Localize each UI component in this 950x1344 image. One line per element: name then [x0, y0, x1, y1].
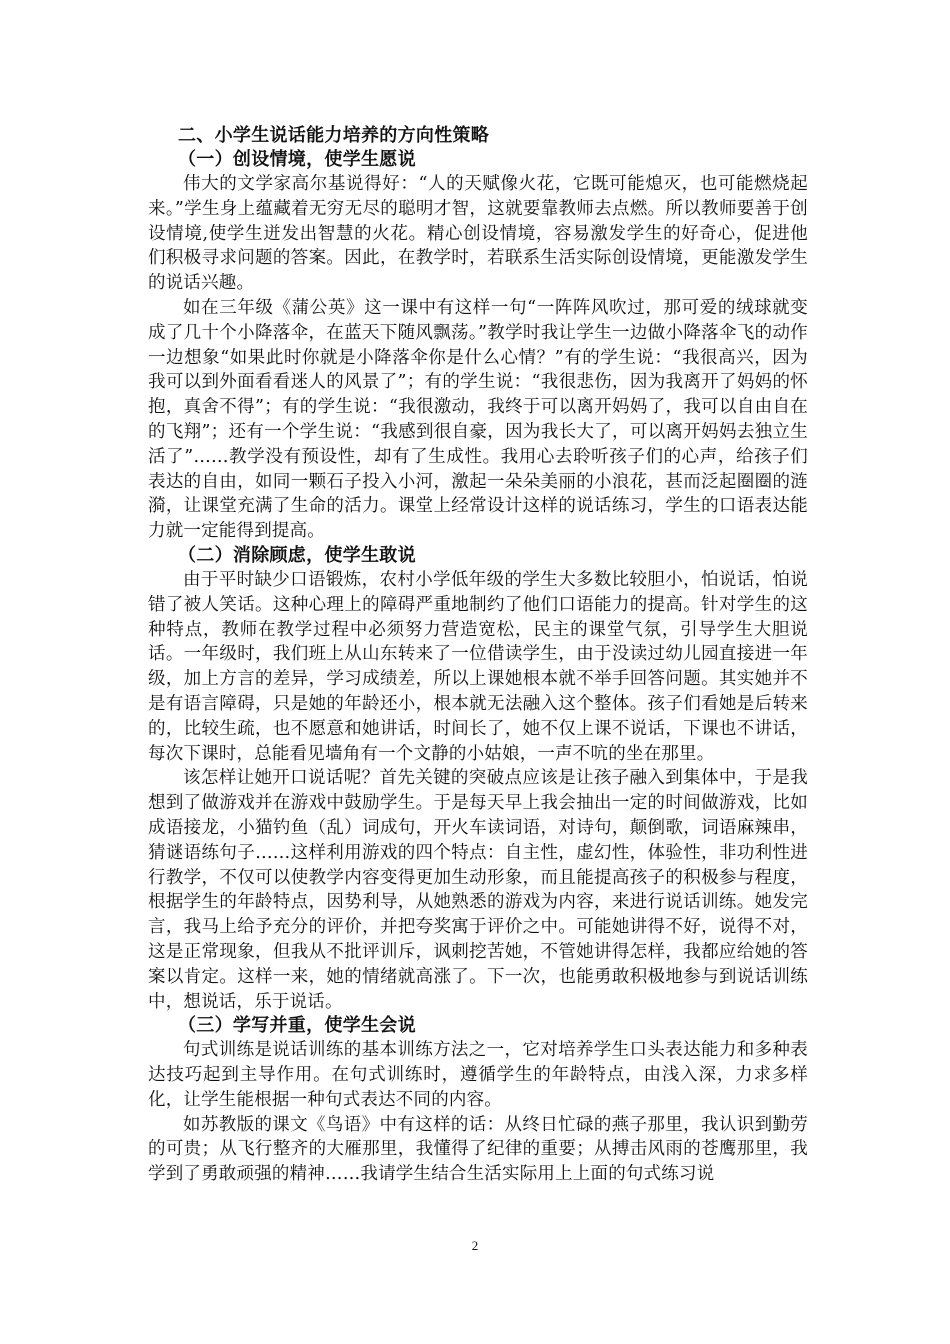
page-number: 2 [471, 1238, 479, 1253]
paragraph: 由于平时缺少口语锻炼，农村小学低年级的学生大多数比较胆小，怕说话，怕说错了被人笑话。这种心理上的障碍严重地制约了他们口语能力的提高。针对学生的这种特点，教师在教学过程中必须努力营造宽松，民主的课堂气氛，引导学生大胆说话。一年级时，我们班上从山东转来了一位借读学生，由于没读过幼儿园直接进一年级，加上方言的差异，学习成绩差，所以上课她根本就不举手回答问题。其实她并不是有语言障碍，只是她的年龄还小，根本就无法融入这个整体。孩子们看她是后转来的，比较生疏，也不愿意和她讲话，时间长了，她不仅上课不说话，下课也不讲话，每次下课时，总能看见墙角有一个文静的小姑娘，一声不吭的坐在那里。 [148, 569, 808, 764]
paragraph: 如苏教版的课文《鸟语》中有这样的话：从终日忙碌的燕子那里，我认识到勤劳的可贵；从飞行整齐的大雁那里，我懂得了纪律的重要；从搏击风雨的苍鹰那里，我学到了勇敢顽强的精神……我请学生结合生活实际用上上面的句式练习说 [148, 1114, 808, 1185]
subsection-title-3: （三）学写并重，使学生会说 [178, 1015, 416, 1037]
paragraph: 如在三年级《蒲公英》这一课中有这样一句“一阵阵风吹过，那可爱的绒球就变成了几十个小降落伞，在蓝天下随风飘荡。”教学时我让学生一边做小降落伞飞的动作一边想象“如果此时你就是小降落伞你是什么心情？”有的学生说：“我很高兴，因为我可以到外面看看迷人的风景了”；有的学生说：“我很悲伤，因为我离开了妈妈的怀抱，真舍不得”；有的学生说：“我很激动，我终于可以离开妈妈了，我可以自由自在的飞翔”；还有一个学生说：“我感到很自豪，因为我长大了，可以离开妈妈去独立生活了”……教学没有预设性，却有了生成性。我用心去聆听孩子们的心声，给孩子们表达的自由，如同一颗石子投入小河，激起一朵朵美丽的小浪花，甚而泛起圈圈的涟漪，让课堂充满了生命的活力。课堂上经常设计这样的说话练习，学生的口语表达能力就一定能得到提高。 [148, 297, 808, 542]
paragraph: 句式训练是说话训练的基本训练方法之一，它对培养学生口头表达能力和多种表达技巧起到主导作用。在句式训练时，遵循学生的年龄特点，由浅入深，力求多样化，让学生能根据一种句式表达不同的内容。 [148, 1040, 808, 1110]
subsection-title-2: （二）消除顾虑，使学生敢说 [178, 544, 416, 566]
subsection-title-1: （一）创设情境，使学生愿说 [178, 149, 416, 170]
paragraph: 该怎样让她开口说话呢？首先关键的突破点应该是让孩子融入到集体中，于是我想到了做游戏并在游戏中鼓励学生。于是每天早上我会抽出一定的时间做游戏，比如成语接龙，小猫钓鱼（乱）词成句，开火车读词语，对诗句，颠倒歌，词语麻辣串，猜谜语练句子……这样利用游戏的四个特点：自主性，虚幻性，体验性，非功利性进行教学，不仅可以使教学内容变得更加生动形象，而且能提高孩子的积极参与程度，根据学生的年龄特点，因势利导，从她熟悉的游戏为内容，来进行说话训练。她发完言，我马上给予充分的评价，并把夸奖寓于评价之中。可能她讲得不好，说得不对，这是正常现象，但我从不批评训斥，讽刺挖苦她，不管她讲得怎样，我都应给她的答案以肯定。这样一来，她的情绪就高涨了。下一次，也能勇敢积极地参与到说话训练中，想说话，乐于说话。 [148, 768, 808, 1012]
section-title: 二、小学生说话能力培养的方向性策略 [178, 125, 490, 146]
paragraph: 伟大的文学家高尔基说得好：“人的天赋像火花，它既可能熄灭，也可能燃烧起来。”学生身上蕴藏着无穷无尽的聪明才智，这就要靠教师去点燃。所以教师要善于创设情境,使学生迸发出智慧的火花。精心创设情境，容易激发学生的好奇心，促进他们积极寻求问题的答案。因此，在教学时，若联系生活实际创设情境，更能激发学生的说话兴趣。 [148, 174, 808, 294]
document-body [148, 124, 808, 1187]
